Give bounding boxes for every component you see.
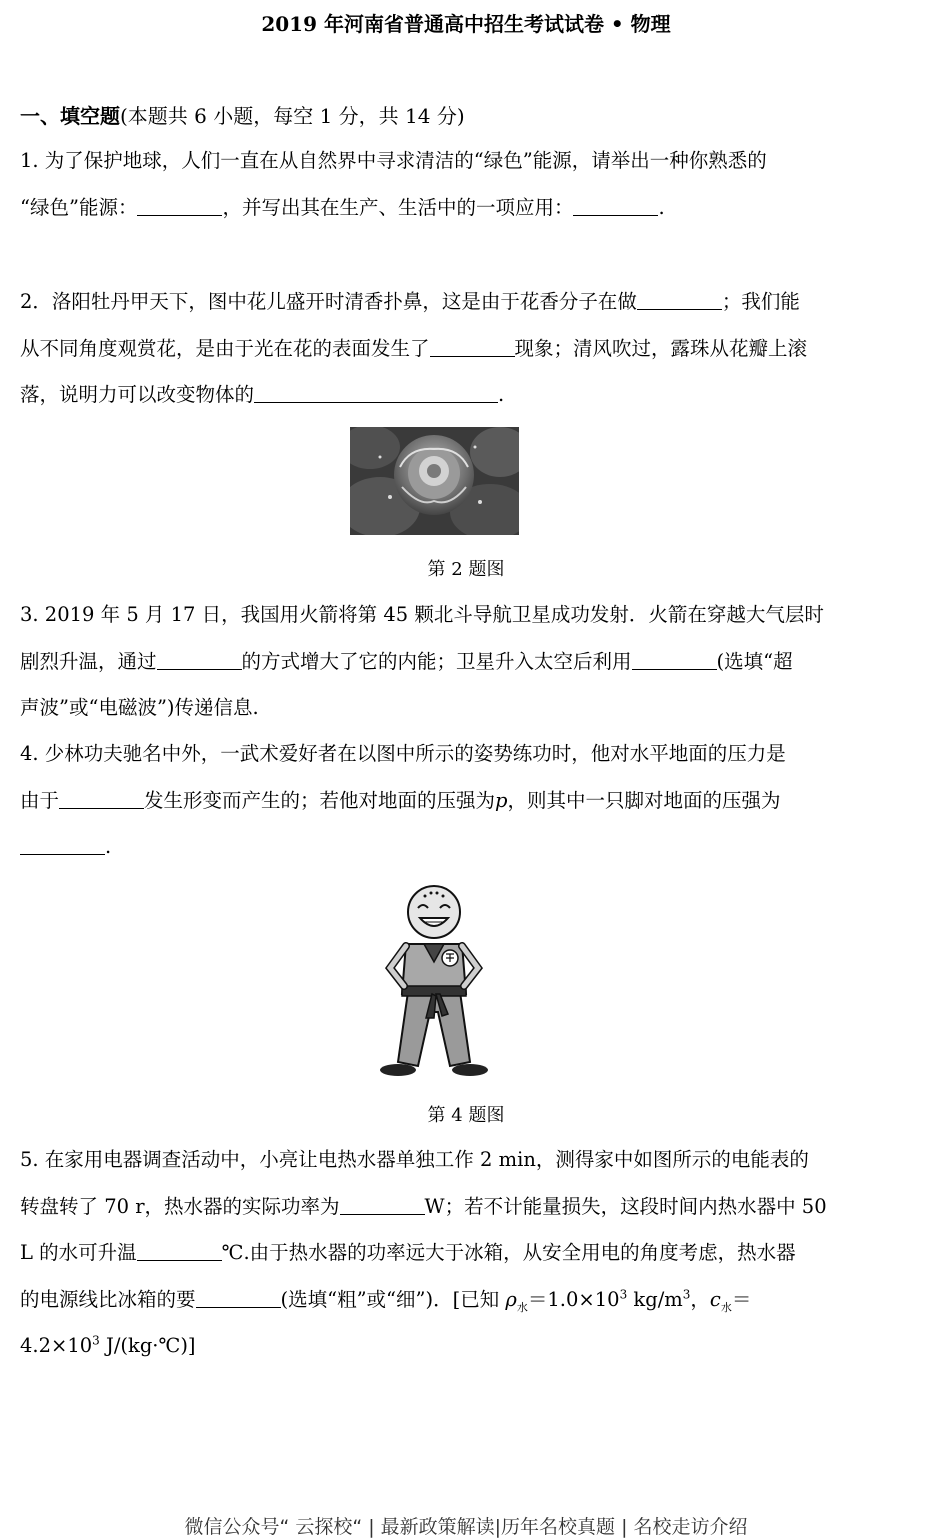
martial-artist-figure [378, 882, 490, 1078]
q5-line-4: 的电源线比冰箱的要 (选填“粗”或“细”)．[已知 $\rho_水=1.0\times 10^3$ $kg/m^3$，$c_水=$ [20, 1287, 752, 1314]
q5-line-2: 转盘转了 70 r，热水器的实际功率为 W；若不计能量损失，这段时间内热水器中 50 [20, 1194, 827, 1218]
q3-line-2: 剧烈升温，通过 的方式增大了它的内能；卫星升入太空后利用 (选填“超 [20, 649, 793, 673]
q4-line-2: 由于 发生形变而产生的；若他对地面的压强为p，则其中一只脚对地面的压强为 [20, 788, 781, 812]
q5-line-3: L 的水可升温 ℃.由于热水器的功率远大于冰箱，从安全用电的角度考虑，热水器 [20, 1241, 796, 1264]
section-heading [20, 100, 465, 129]
q5-blank-1[interactable] [340, 1194, 425, 1215]
q4-line-1: 4. 少林功夫驰名中外，一武术爱好者在以图中所示的姿势练功时，他对水平地面的压力是 [20, 742, 786, 765]
q2-line-2: 从不同角度观赏花，是由于光在花的表面发生了 现象；清风吹过，露珠从花瓣上滚 [20, 336, 808, 360]
q2-line-1: 2．洛阳牡丹甲天下，图中花儿盛开时清香扑鼻，这是由于花香分子在做 ；我们能 [20, 290, 800, 313]
question-3 [20, 592, 852, 732]
question-1 [20, 138, 852, 231]
q5-line-5: $4.2\times 10^3$ J/(kg·℃)] [20, 1333, 196, 1357]
q2-line-3: 落，说明力可以改变物体的 . [20, 383, 505, 406]
figure-2-caption: 第 2 题图 [427, 559, 505, 580]
footer-banner: 微信公众号“ 云探校“ | 最新政策解读|历年名校真题 | 名校走访介绍 [184, 1516, 748, 1538]
q3-blank-2[interactable] [632, 649, 717, 670]
q3-line-1: 3. 2019 年 5 月 17 日，我国用火箭将第 45 颗北斗导航卫星成功发射．火箭在穿越大气层时 [20, 603, 824, 626]
q5-blank-2[interactable] [137, 1240, 222, 1261]
pressure-symbol: p [495, 788, 508, 812]
peony-figure [350, 427, 519, 535]
q2-blank-2[interactable] [430, 336, 515, 357]
page-title: 2019 年河南省普通高中招生考试试卷 • 物理 [261, 12, 671, 36]
q1-line-2: “绿色”能源： ，并写出其在生产、生活中的一项应用： . [20, 195, 665, 219]
q1-blank-2[interactable] [573, 195, 658, 216]
question-2 [20, 279, 852, 419]
q5-line-1: 5. 在家用电器调查活动中，小亮让电热水器单独工作 2 min，测得家中如图所示的电能表的 [20, 1148, 809, 1171]
q4-blank-2[interactable] [20, 834, 105, 855]
q3-blank-1[interactable] [157, 649, 242, 670]
q5-blank-3[interactable] [196, 1287, 281, 1308]
section-name: 一、填空题 [20, 104, 120, 128]
q3-line-3: 声波”或“电磁波”)传递信息. [20, 696, 259, 719]
q4-blank-1[interactable] [59, 788, 144, 809]
question-4 [20, 731, 852, 871]
section-desc: (本题共 6 小题，每空 1 分，共 14 分) [120, 104, 465, 128]
q4-line-3: . [20, 824, 852, 871]
figure-4-caption: 第 4 题图 [427, 1105, 505, 1126]
q2-blank-1[interactable] [637, 289, 722, 310]
q2-blank-3[interactable] [254, 382, 498, 403]
q1-line-1: 1. 为了保护地球，人们一直在从自然界中寻求清洁的“绿色”能源，请举出一种你熟悉的 [20, 149, 767, 172]
question-5 [20, 1137, 852, 1370]
q1-blank-1[interactable] [137, 195, 222, 216]
